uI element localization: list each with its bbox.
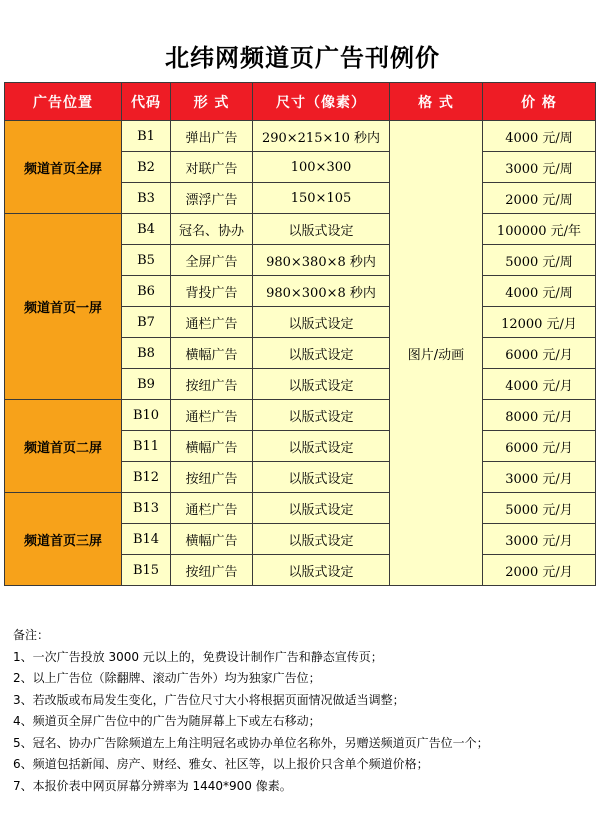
table-row <box>5 214 596 245</box>
size-cell: 以版式设定 <box>253 214 390 245</box>
header-price: 价 格 <box>483 83 596 121</box>
form-cell: 全屏广告 <box>171 245 253 276</box>
code-cell: B1 <box>122 121 171 152</box>
header-form: 形 式 <box>171 83 253 121</box>
form-cell: 按纽广告 <box>171 555 253 586</box>
form-cell: 横幅广告 <box>171 431 253 462</box>
size-cell: 980×300×8 秒内 <box>253 276 390 307</box>
header-row <box>5 83 596 121</box>
page-title: 北纬网频道页广告刊例价 <box>165 44 440 72</box>
size-cell: 以版式设定 <box>253 555 390 586</box>
code-cell: B13 <box>122 493 171 524</box>
price-cell: 5000 元/月 <box>483 493 596 524</box>
size-cell: 以版式设定 <box>253 369 390 400</box>
form-cell: 冠名、协办 <box>171 214 253 245</box>
note-item: 6、频道包括新闻、房产、财经、雅女、社区等，以上报价只含单个频道价格； <box>13 757 429 771</box>
size-cell: 以版式设定 <box>253 462 390 493</box>
code-cell: B6 <box>122 276 171 307</box>
price-cell: 4000 元/月 <box>483 369 596 400</box>
size-cell: 以版式设定 <box>253 400 390 431</box>
price-cell: 6000 元/月 <box>483 338 596 369</box>
code-cell: B7 <box>122 307 171 338</box>
code-cell: B8 <box>122 338 171 369</box>
table-row <box>5 493 596 524</box>
price-cell: 3000 元/月 <box>483 524 596 555</box>
code-cell: B10 <box>122 400 171 431</box>
size-cell: 以版式设定 <box>253 338 390 369</box>
size-cell: 290×215×10 秒内 <box>253 121 390 152</box>
position-cell: 频道首页三屏 <box>5 493 122 586</box>
code-cell: B15 <box>122 555 171 586</box>
notes-heading: 备注： <box>13 628 50 642</box>
table-row <box>5 400 596 431</box>
code-cell: B14 <box>122 524 171 555</box>
code-cell: B11 <box>122 431 171 462</box>
code-cell: B2 <box>122 152 171 183</box>
price-cell: 2000 元/周 <box>483 183 596 214</box>
form-cell: 漂浮广告 <box>171 183 253 214</box>
position-cell: 频道首页一屏 <box>5 214 122 400</box>
note-item: 1、一次广告投放 3000 元以上的，免费设计制作广告和静态宣传页； <box>13 649 383 664</box>
form-cell: 横幅广告 <box>171 524 253 555</box>
size-cell: 以版式设定 <box>253 307 390 338</box>
notes-section <box>13 625 598 797</box>
header-format: 格 式 <box>390 83 483 121</box>
price-cell: 4000 元/周 <box>483 276 596 307</box>
form-cell: 通栏广告 <box>171 493 253 524</box>
size-cell: 100×300 <box>253 152 390 183</box>
size-cell: 以版式设定 <box>253 431 390 462</box>
price-cell: 4000 元/周 <box>483 121 596 152</box>
header-code: 代码 <box>122 83 171 121</box>
code-cell: B5 <box>122 245 171 276</box>
form-cell: 弹出广告 <box>171 121 253 152</box>
header-position: 广告位置 <box>5 83 122 121</box>
size-cell: 150×105 <box>253 183 390 214</box>
table-row <box>5 121 596 152</box>
header-size: 尺寸（像素） <box>253 83 390 121</box>
form-cell: 按纽广告 <box>171 369 253 400</box>
note-item: 2、以上广告位（除翻牌、滚动广告外）均为独家广告位； <box>13 671 321 685</box>
size-cell: 980×380×8 秒内 <box>253 245 390 276</box>
note-item: 3、若改版或布局发生变化，广告位尺寸大小将根据页面情况做适当调整； <box>13 692 405 707</box>
form-cell: 按纽广告 <box>171 462 253 493</box>
price-cell: 100000 元/年 <box>483 214 596 245</box>
format-cell: 图片/动画 <box>390 121 483 586</box>
price-cell: 8000 元/月 <box>483 400 596 431</box>
code-cell: B9 <box>122 369 171 400</box>
price-cell: 5000 元/周 <box>483 245 596 276</box>
size-cell: 以版式设定 <box>253 493 390 524</box>
code-cell: B12 <box>122 462 171 493</box>
price-cell: 2000 元/月 <box>483 555 596 586</box>
note-item: 7、本报价表中网页屏幕分辨率为 1440*900 像素。 <box>13 778 292 793</box>
note-item: 4、频道页全屏广告位中的广告为随屏幕上下或左右移动； <box>13 714 321 728</box>
position-cell: 频道首页全屏 <box>5 121 122 214</box>
size-cell: 以版式设定 <box>253 524 390 555</box>
price-cell: 12000 元/月 <box>483 307 596 338</box>
price-cell: 6000 元/月 <box>483 431 596 462</box>
position-cell: 频道首页二屏 <box>5 400 122 493</box>
price-cell: 3000 元/月 <box>483 462 596 493</box>
rate-table <box>4 82 596 586</box>
form-cell: 对联广告 <box>171 152 253 183</box>
form-cell: 横幅广告 <box>171 338 253 369</box>
code-cell: B3 <box>122 183 171 214</box>
price-cell: 3000 元/周 <box>483 152 596 183</box>
code-cell: B4 <box>122 214 171 245</box>
form-cell: 通栏广告 <box>171 400 253 431</box>
form-cell: 背投广告 <box>171 276 253 307</box>
note-item: 5、冠名、协办广告除频道左上角注明冠名或协办单位名称外，另赠送频道页广告位一个； <box>13 735 489 750</box>
form-cell: 通栏广告 <box>171 307 253 338</box>
